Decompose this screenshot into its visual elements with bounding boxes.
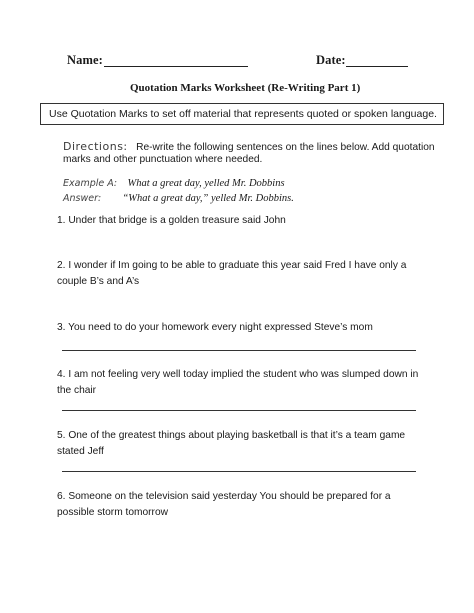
- question-6-cont: possible storm tomorrow: [57, 507, 168, 518]
- instruction-text: Use Quotation Marks to set off material that represents quoted or spoken language.: [49, 108, 437, 120]
- question-5-cont: stated Jeff: [57, 446, 104, 457]
- example-text: What a great day, yelled Mr. Dobbins: [127, 178, 285, 189]
- question-6: 6. Someone on the television said yesterday You should be prepared for a: [57, 491, 391, 502]
- directions-line-2: marks and other punctuation where needed.: [63, 154, 263, 165]
- instruction-box: [40, 103, 444, 125]
- answer-line-4[interactable]: [62, 410, 416, 411]
- question-3: 3. You need to do your homework every night expressed Steve’s mom: [57, 322, 373, 333]
- name-label: Name:: [67, 53, 103, 67]
- question-4: 4. I am not feeling very well today implied the student who was slumped down in: [57, 369, 419, 380]
- name-field[interactable]: [104, 66, 248, 67]
- directions-label: Directions:: [63, 140, 128, 153]
- directions-line-1: Re-write the following sentences on the lines below. Add quotation: [136, 142, 435, 153]
- question-5: 5. One of the greatest things about playing basketball is that it’s a team game: [57, 430, 406, 441]
- question-2-cont: couple B’s and A’s: [57, 276, 140, 287]
- answer-line-3[interactable]: [62, 350, 416, 351]
- answer-text: “What a great day,” yelled Mr. Dobbins.: [122, 193, 294, 204]
- question-2: 2. I wonder if Im going to be able to graduate this year said Fred I have only a: [57, 260, 407, 271]
- worksheet-title: Quotation Marks Worksheet (Re-Writing Part 1): [130, 82, 361, 94]
- answer-row: [63, 188, 294, 206]
- example-label: Example A:: [63, 178, 118, 189]
- date-label: Date:: [316, 53, 346, 67]
- answer-line-5[interactable]: [62, 471, 416, 472]
- answer-label: Answer:: [63, 193, 102, 204]
- question-1: 1. Under that bridge is a golden treasure said John: [57, 215, 286, 226]
- question-4-cont: the chair: [57, 385, 97, 396]
- date-field[interactable]: [346, 66, 408, 67]
